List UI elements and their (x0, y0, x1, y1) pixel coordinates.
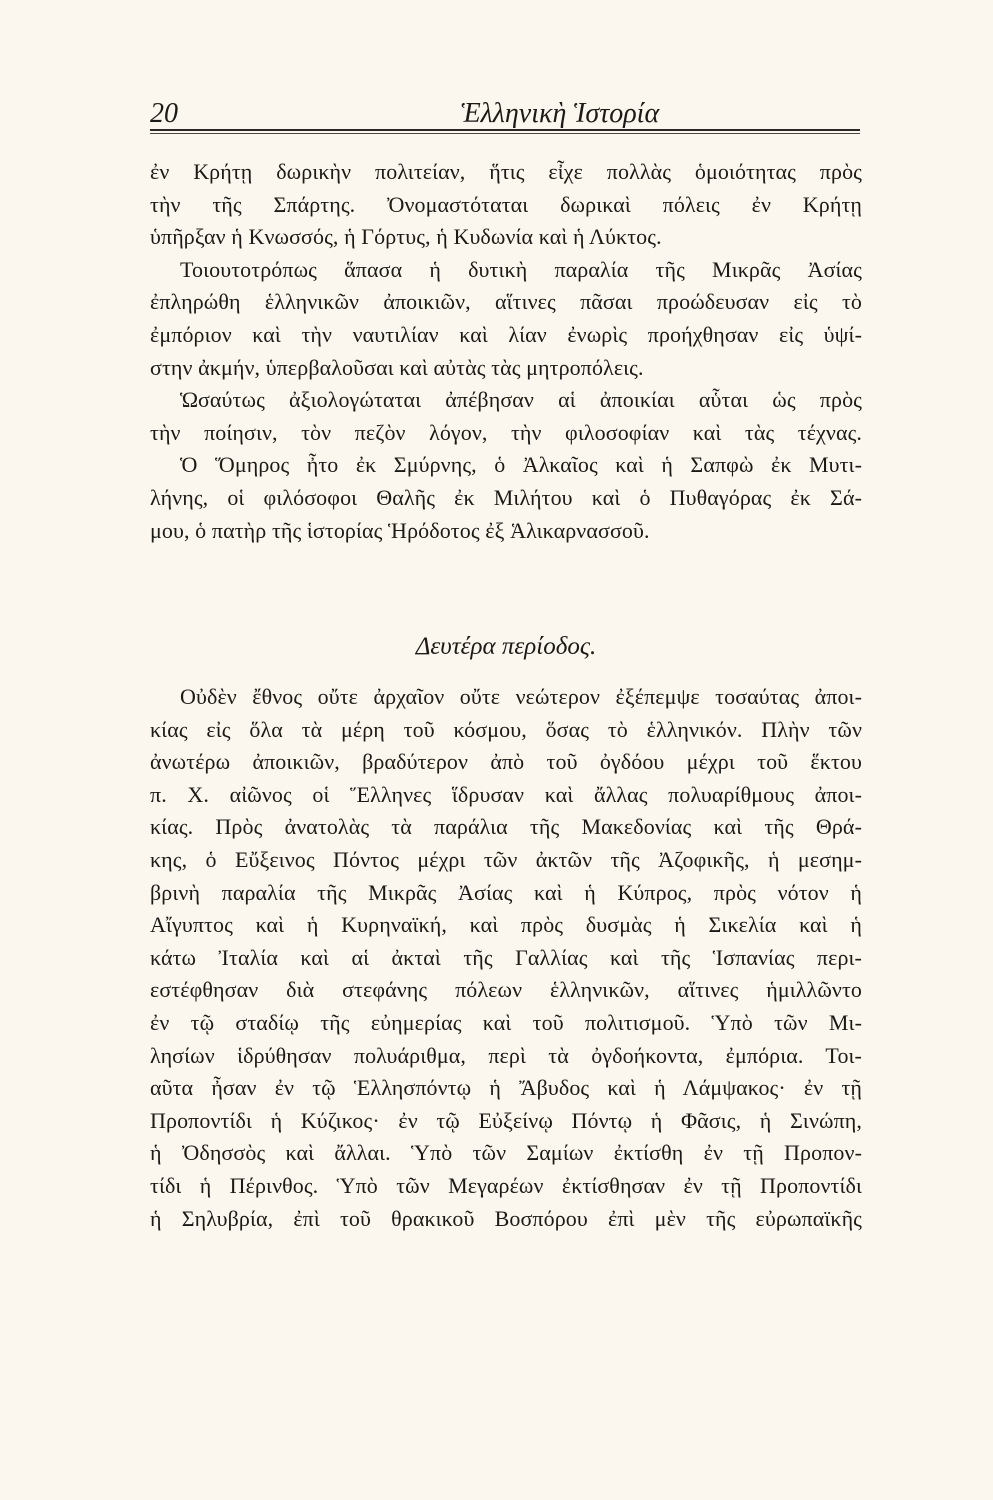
running-title: Ἑλληνικὴ Ἱστορία (460, 98, 660, 129)
text-line: αῦτα ἦσαν ἐν τῷ Ἑλλησπόντῳ ἡ Ἄβυδος καὶ ἡ Λάμψακος· ἐν τῇ (150, 1075, 862, 1101)
body-text-section-two (150, 681, 862, 1235)
text-line: Προποντίδι ἡ Κύζικος· ἐν τῷ Εὐξείνῳ Πόντῳ ἡ Φᾶσις, ἡ Σινώπη, (150, 1107, 862, 1133)
text-line: ἡ Ὀδησσὸς καὶ ἄλλαι. Ὑπὸ τῶν Σαμίων ἐκτίσθη ἐν τῇ Προπον- (150, 1140, 862, 1166)
text-line: ἡ Σηλυβρία, ἐπὶ τοῦ θρακικοῦ Βοσπόρου ἐπὶ μὲν τῆς εὐρωπαϊκῆς (150, 1205, 862, 1231)
header-rule-thin (150, 133, 860, 134)
text-line: λήνης, οἱ φιλόσοφοι Θαλῆς ἐκ Μιλήτου καὶ ὁ Πυθαγόρας ἐκ Σά- (150, 484, 862, 510)
text-line: κίας. Πρὸς ἀνατολὰς τὰ παράλια τῆς Μακεδονίας καὶ τῆς Θρά- (150, 814, 862, 840)
header-rule (150, 129, 860, 131)
text-line: εστέφθησαν διὰ στεφάνης πόλεων ἑλληνικῶν, αἵτινες ἡμιλλῶντο (150, 977, 862, 1003)
text-line: Ὁ Ὅμηρος ἦτο ἐκ Σμύρνης, ὁ Ἀλκαῖος καὶ ἡ Σαπφὼ ἐκ Μυτι- (180, 452, 862, 478)
text-line: τὴν ποίησιν, τὸν πεζὸν λόγον, τὴν φιλοσοφίαν καὶ τὰς τέχνας. (150, 419, 862, 445)
text-line: μου, ὁ πατὴρ τῆς ἱστορίας Ἡρόδοτος ἐξ Ἁλικαρνασσοῦ. (150, 517, 650, 543)
text-line: π. Χ. αἰῶνος οἱ Ἕλληνες ἵδρυσαν καὶ ἄλλας πολυαρίθμους ἀποι- (150, 781, 862, 807)
text-line: ἐμπόριον καὶ τὴν ναυτιλίαν καὶ λίαν ἐνωρὶς προήχθησαν εἰς ὑψί- (150, 321, 862, 347)
text-line: κης, ὁ Εὔξεινος Πόντος μέχρι τῶν ἀκτῶν τῆς Ἀζοφικῆς, ἡ μεσημ- (150, 846, 862, 872)
text-line: ἐν τῷ σταδίῳ τῆς εὐημερίας καὶ τοῦ πολιτισμοῦ. Ὑπὸ τῶν Μι- (150, 1009, 862, 1035)
text-line: ἐπληρώθη ἑλληνικῶν ἀποικιῶν, αἵτινες πᾶσαι προώδευσαν εἰς τὸ (150, 289, 862, 315)
body-text-section-one (150, 156, 862, 547)
text-line: κίας εἰς ὅλα τὰ μέρη τοῦ κόσμου, ὅσας τὸ ἑλληνικόν. Πλὴν τῶν (150, 716, 862, 742)
text-line: ἀνωτέρω ἀποικιῶν, βραδύτερον ἀπὸ τοῦ ὀγδόου μέχρι τοῦ ἕκτου (150, 749, 862, 775)
text-line: κάτω Ἰταλία καὶ αἱ ἀκταὶ τῆς Γαλλίας καὶ τῆς Ἱσπανίας περι- (150, 944, 862, 970)
text-line: ἐν Κρήτῃ δωρικὴν πολιτείαν, ἥτις εἶχε πολλὰς ὁμοιότητας πρὸς (150, 159, 862, 184)
page-header (150, 98, 862, 138)
section-heading: Δευτέρα περίοδος. (415, 633, 597, 660)
text-line: ὑπῆρξαν ἡ Κνωσσός, ἡ Γόρτυς, ἡ Κυδωνία καὶ ἡ Λύκτος. (150, 224, 662, 250)
text-line: Οὐδὲν ἔθνος οὔτε ἀρχαῖον οὔτε νεώτερον ἐξέπεμψε τοσαύτας ἀποι- (180, 684, 862, 709)
text-line: Αἴγυπτος καὶ ἡ Κυρηναϊκή, καὶ πρὸς δυσμὰς ἡ Σικελία καὶ ἡ (150, 912, 862, 938)
text-line: Τοιουτοτρόπως ἅπασα ἡ δυτικὴ παραλία τῆς Μικρᾶς Ἀσίας (180, 256, 862, 282)
text-line: βρινὴ παραλία τῆς Μικρᾶς Ἀσίας καὶ ἡ Κύπρος, πρὸς νότον ἡ (150, 879, 862, 905)
text-line: Ὡσαύτως ἀξιολογώταται ἀπέβησαν αἱ ἀποικίαι αὗται ὡς πρὸς (180, 387, 862, 413)
text-line: τίδι ἡ Πέρινθος. Ὑπὸ τῶν Μεγαρέων ἐκτίσθησαν ἐν τῇ Προποντίδι (150, 1172, 862, 1198)
text-line: τὴν τῆς Σπάρτης. Ὀνομαστόταται δωρικαὶ πόλεις ἐν Κρήτῃ (150, 191, 862, 217)
text-line: λησίων ἱδρύθησαν πολυάριθμα, περὶ τὰ ὀγδοήκοντα, ἐμπόρια. Τοι- (150, 1042, 862, 1068)
page-number: 20 (150, 98, 178, 129)
text-line: στην ἀκμήν, ὑπερβαλοῦσαι καὶ αὐτὰς τὰς μητροπόλεις. (150, 354, 644, 380)
